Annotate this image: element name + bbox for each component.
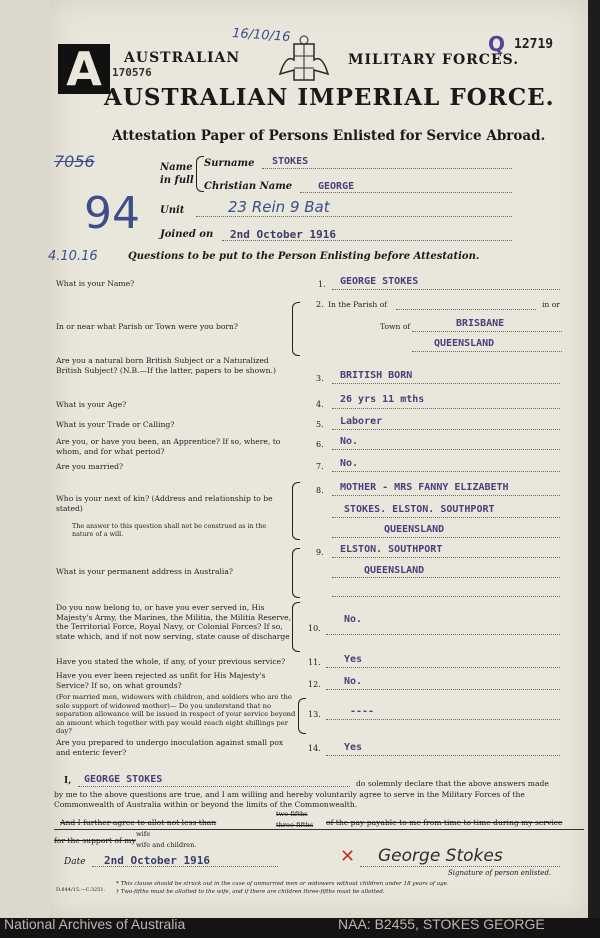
answer-4: 26 yrs 11 mths xyxy=(340,394,425,405)
unit-label: Unit xyxy=(160,205,185,216)
q-letter: Q xyxy=(488,32,506,56)
footer-right: NAA: B2455, STOKES GEORGE xyxy=(338,916,545,932)
answer-8-line1: MOTHER - MRS FANNY ELIZABETH xyxy=(340,482,509,493)
declaration-name: GEORGE STOKES xyxy=(84,774,163,785)
christian-name-label: Christian Name xyxy=(204,181,293,192)
top-handwritten-date: 16/10/16 xyxy=(231,25,291,46)
wife-top: wife xyxy=(136,830,151,838)
questions-heading: Questions to be put to the Person Enlisting before Attestation. xyxy=(128,251,480,262)
question-3: Are you a natural born British Subject or a Naturalized British Subject? (N.B.—If the latter, papers to be shown.) xyxy=(56,356,276,375)
question-9: What is your permanent address in Australia? xyxy=(56,567,233,576)
allotment-text1: And I further agree to allot not less than xyxy=(60,818,217,827)
answer-2-town-label: Town of xyxy=(380,322,411,331)
answer-2-town: BRISBANE xyxy=(456,318,505,329)
signature: George Stokes xyxy=(378,846,503,866)
surname-label: Surname xyxy=(204,158,255,169)
answer-9-line1: ELSTON. SOUTHPORT xyxy=(340,544,443,555)
answer-3: BRITISH BORN xyxy=(340,370,413,381)
christian-name-value: GEORGE xyxy=(318,181,355,192)
answer-2-county: QUEENSLAND xyxy=(434,338,495,349)
answer-6: No. xyxy=(340,436,359,447)
signature-cross-icon: ✕ xyxy=(340,846,356,867)
question-5: What is your Trade or Calling? xyxy=(56,420,175,429)
answer-9-line2: QUEENSLAND xyxy=(364,565,425,576)
fraction-top: two-fifths xyxy=(276,810,308,818)
header-line1-left: AUSTRALIAN xyxy=(124,50,241,66)
question-12: Have you ever been rejected as unfit for His Majesty's Service? If so, on what grounds? xyxy=(56,671,266,690)
footnote-2: † Two-fifths must be allotted to the wife, and if there are children three-fifths must be allotted. xyxy=(116,889,385,895)
question-10: Do you now belong to, or have you ever served in, His Majesty's Army, the Marines, the Militia, the Militia Reserve, the Territorial Force, Royal Navy, or Colonial Forces? If so, state which, and if not now serving, state cause of discharge xyxy=(56,603,292,641)
stamp-number: 170576 xyxy=(112,66,152,79)
left-binding-strip xyxy=(0,0,51,918)
footnote-1: * This clause should be struck out in the case of unmarried men or widowers without children under 18 years of age. xyxy=(116,881,449,887)
question-7: Are you married? xyxy=(56,462,124,471)
allotment-text3: for the support of my xyxy=(54,836,136,845)
declaration-i: I, xyxy=(64,776,72,786)
printer-code: D.844/15.—C.3251. xyxy=(56,887,106,893)
answer-11: Yes xyxy=(344,654,363,665)
question-6: Are you, or have you been, an Apprentice? If so, where, to whom, and for what period? xyxy=(56,437,281,456)
date-value: 2nd October 1916 xyxy=(104,854,210,867)
question-2: In or near what Parish or Town were you born? xyxy=(56,322,239,331)
answer-7: No. xyxy=(340,458,359,469)
declaration-text3: Commonwealth of Australia within or beyond the limits of the Commonwealth. xyxy=(54,800,358,809)
fraction-bottom: three-fifths xyxy=(276,821,314,829)
big-handwritten-number: 94 xyxy=(84,188,140,239)
header-line2: AUSTRALIAN IMPERIAL FORCE. xyxy=(104,84,555,111)
wife-bottom: wife and children. xyxy=(136,841,197,849)
name-brace xyxy=(196,156,204,192)
question-14: Are you prepared to undergo inoculation against small pox and enteric fever? xyxy=(56,738,284,757)
surname-value: STOKES xyxy=(272,156,309,167)
question-1: What is your Name? xyxy=(56,279,135,288)
header-line1-right: MILITARY FORCES. xyxy=(348,52,520,68)
joined-value: 2nd October 1916 xyxy=(230,228,336,241)
footer-left: National Archives of Australia xyxy=(4,916,186,932)
question-13: (For married men, widowers with children, and soldiers who are the sole support of widowed mother)— Do you understand that no separation allowance will be issued in respect of your service beyond an amount which together with pay would reach eight shillings per day? xyxy=(56,693,296,736)
answer-2-parish-label: In the Parish of xyxy=(328,300,388,309)
page-title: Attestation Paper of Persons Enlisted for Service Abroad. xyxy=(112,128,546,144)
answer-8-line3: QUEENSLAND xyxy=(384,524,445,535)
stamp-letter-a: A xyxy=(58,44,110,94)
answer-13: ---- xyxy=(350,706,375,717)
question-8: Who is your next of kin? (Address and relationship to be stated) xyxy=(56,494,273,513)
answer-12: No. xyxy=(344,676,363,687)
declaration-text1: do solemnly declare that the above answers made xyxy=(356,779,549,788)
unit-value: 23 Rein 9 Bat xyxy=(228,198,330,216)
allotment-text2: of the pay payable to me from time to time during my service xyxy=(326,818,563,827)
left-handwritten-date: 4.10.16 xyxy=(48,249,98,264)
name-label: Name xyxy=(160,162,193,173)
question-8-note: The answer to this question shall not be construed as in the nature of a will. xyxy=(72,522,267,538)
date-label: Date xyxy=(64,857,86,867)
question-4: What is your Age? xyxy=(56,400,127,409)
reg-number: 7056 xyxy=(54,152,95,171)
question-11: Have you stated the whole, if any, of your previous service? xyxy=(56,657,286,666)
answer-10: No. xyxy=(344,614,363,625)
joined-label: Joined on xyxy=(160,229,214,240)
answer-8-line2: STOKES. ELSTON. SOUTHPORT xyxy=(344,504,495,515)
answer-14: Yes xyxy=(344,742,363,753)
signature-caption: Signature of person enlisted. xyxy=(448,869,552,877)
q-number: 12719 xyxy=(514,37,554,52)
answer-1: GEORGE STOKES xyxy=(340,276,419,287)
declaration-text2: by me to the above questions are true, and I am willing and hereby voluntarily agree to serve in the Military Forces of the xyxy=(54,790,525,799)
in-full-label: in full xyxy=(160,175,194,186)
answer-5: Laborer xyxy=(340,416,383,427)
